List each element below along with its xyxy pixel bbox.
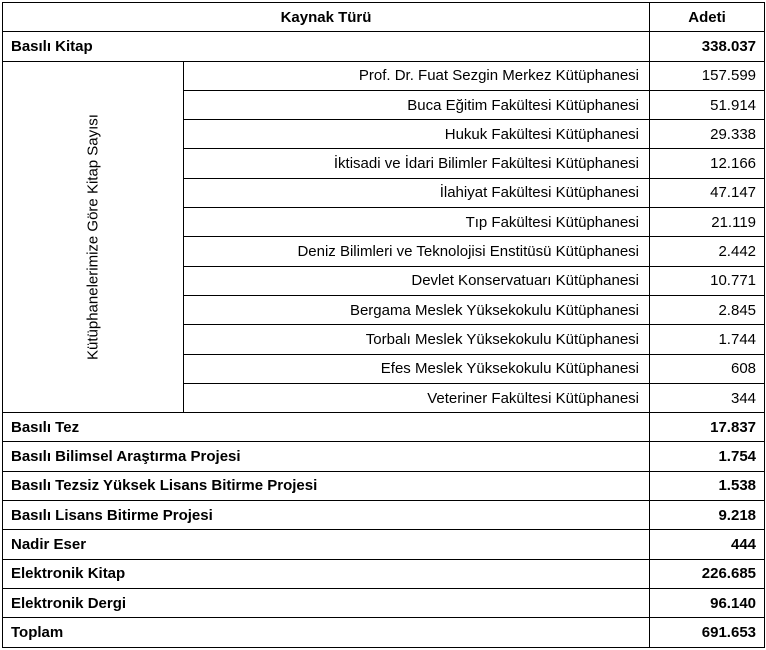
resource-value: 226.685 xyxy=(650,559,765,588)
resource-value: 96.140 xyxy=(650,588,765,617)
resource-table xyxy=(2,2,765,648)
library-name: Devlet Konservatuarı Kütüphanesi xyxy=(184,266,650,295)
library-value: 21.119 xyxy=(650,208,765,237)
resource-label: Basılı Bilimsel Araştırma Projesi xyxy=(3,442,650,471)
resource-label: Basılı Lisans Bitirme Projesi xyxy=(3,501,650,530)
library-value: 10.771 xyxy=(650,266,765,295)
resource-label: Elektronik Kitap xyxy=(3,559,650,588)
printed-books-row xyxy=(3,32,765,61)
resource-label: Basılı Tezsiz Yüksek Lisans Bitirme Projesi xyxy=(3,471,650,500)
library-name: Deniz Bilimleri ve Teknolojisi Enstitüsü Kütüphanesi xyxy=(184,237,650,266)
library-row xyxy=(3,61,765,90)
library-value: 157.599 xyxy=(650,61,765,90)
library-value: 608 xyxy=(650,354,765,383)
library-name: Prof. Dr. Fuat Sezgin Merkez Kütüphanesi xyxy=(184,61,650,90)
library-value: 2.442 xyxy=(650,237,765,266)
resource-value: 444 xyxy=(650,530,765,559)
library-name: Buca Eğitim Fakültesi Kütüphanesi xyxy=(184,90,650,119)
library-name: Efes Meslek Yüksekokulu Kütüphanesi xyxy=(184,354,650,383)
library-name: Veteriner Fakültesi Kütüphanesi xyxy=(184,383,650,412)
library-name: Bergama Meslek Yüksekokulu Kütüphanesi xyxy=(184,295,650,324)
header-count: Adeti xyxy=(650,3,765,32)
printed-books-label: Basılı Kitap xyxy=(3,32,650,61)
library-group-label: Kütüphanelerimize Göre Kitap Sayısı xyxy=(84,113,102,360)
resource-value: 1.538 xyxy=(650,471,765,500)
resource-value: 9.218 xyxy=(650,501,765,530)
resource-row xyxy=(3,413,765,442)
library-name: Torbalı Meslek Yüksekokulu Kütüphanesi xyxy=(184,325,650,354)
library-value: 344 xyxy=(650,383,765,412)
library-group-cell xyxy=(3,61,184,413)
header-row xyxy=(3,3,765,32)
resource-row xyxy=(3,530,765,559)
library-value: 2.845 xyxy=(650,295,765,324)
printed-books-value: 338.037 xyxy=(650,32,765,61)
resource-label: Basılı Tez xyxy=(3,413,650,442)
resource-label: Elektronik Dergi xyxy=(3,588,650,617)
resource-row xyxy=(3,559,765,588)
library-value: 29.338 xyxy=(650,120,765,149)
total-label: Toplam xyxy=(3,618,650,647)
library-value: 51.914 xyxy=(650,90,765,119)
total-row xyxy=(3,618,765,647)
library-value: 1.744 xyxy=(650,325,765,354)
library-name: Tıp Fakültesi Kütüphanesi xyxy=(184,208,650,237)
resource-row xyxy=(3,588,765,617)
resource-row xyxy=(3,471,765,500)
library-name: İktisadi ve İdari Bilimler Fakültesi Kütüphanesi xyxy=(184,149,650,178)
resource-row xyxy=(3,442,765,471)
resource-row xyxy=(3,501,765,530)
resource-label: Nadir Eser xyxy=(3,530,650,559)
library-name: Hukuk Fakültesi Kütüphanesi xyxy=(184,120,650,149)
library-value: 47.147 xyxy=(650,178,765,207)
library-value: 12.166 xyxy=(650,149,765,178)
resource-value: 1.754 xyxy=(650,442,765,471)
header-type: Kaynak Türü xyxy=(3,3,650,32)
total-value: 691.653 xyxy=(650,618,765,647)
resource-value: 17.837 xyxy=(650,413,765,442)
library-name: İlahiyat Fakültesi Kütüphanesi xyxy=(184,178,650,207)
